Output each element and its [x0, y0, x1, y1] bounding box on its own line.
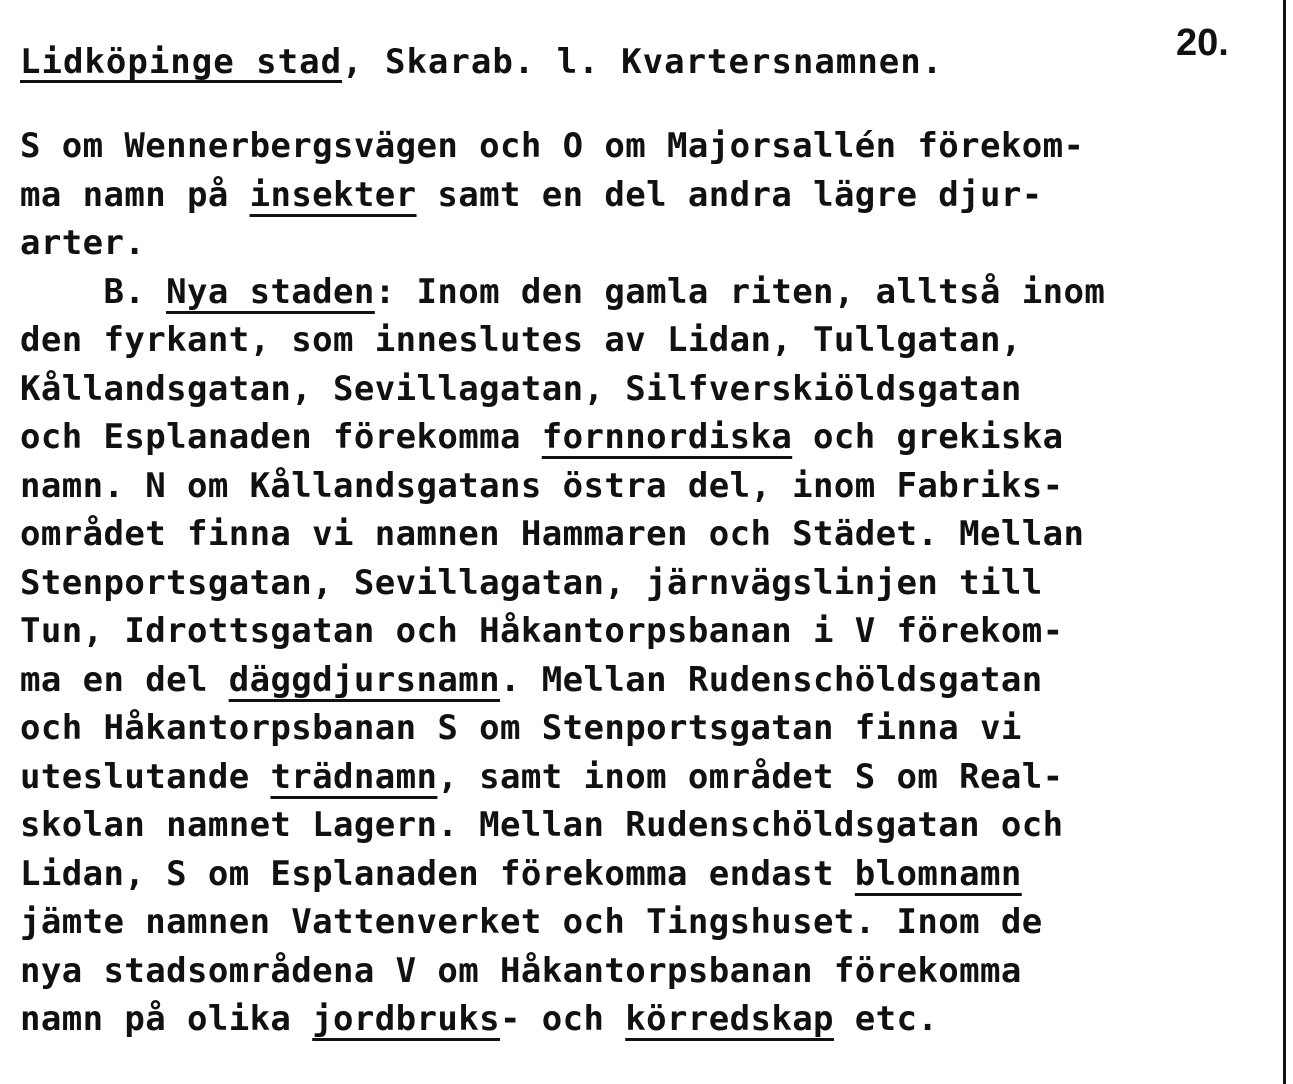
line-text: B. [20, 271, 167, 312]
line-text: den fyrkant, som inneslutes av Lidan, Tullgatan, [20, 320, 1022, 360]
line-text: och grekiska [792, 417, 1064, 457]
underlined-term: fornnordiska [541, 417, 793, 457]
text-line [20, 122, 1280, 171]
text-line [20, 801, 1280, 850]
page-header [20, 42, 1200, 92]
text-line [20, 462, 1280, 511]
line-text: , samt inom området S om Real- [437, 756, 1064, 797]
line-text: skolan namnet Lagern. Mellan Rudenschöldsgatan och [20, 805, 1064, 845]
text-line [20, 995, 1280, 1044]
page-number: 20. [1176, 22, 1229, 64]
line-text: etc. [833, 999, 939, 1039]
text-line [20, 316, 1280, 365]
header-title: , Skarab. l. Kvartersnamnen. [342, 42, 944, 82]
underlined-term: Nya staden [166, 271, 375, 312]
text-line [20, 559, 1280, 608]
line-text: uteslutande [20, 756, 271, 797]
text-line [20, 607, 1280, 656]
line-text: samt en del andra lägre djur- [416, 174, 1043, 215]
line-text: ma namn på [20, 174, 250, 215]
line-text: Kållandsgatan, Sevillagatan, Silfverskiöldsgatan [20, 368, 1022, 409]
line-text: och Esplanaden förekomma [20, 417, 542, 457]
page-edge-rule [1283, 0, 1286, 1084]
text-line [20, 510, 1280, 559]
line-text: Lidan, S om Esplanaden förekomma endast [20, 853, 855, 894]
text-line [20, 947, 1280, 996]
text-line [20, 898, 1280, 947]
text-line [20, 219, 1280, 268]
underlined-term: jordbruks [312, 999, 501, 1039]
line-text: namn på olika [20, 999, 313, 1039]
line-text: namn. N om Kållandsgatans östra del, inom Fabriks- [20, 465, 1064, 506]
line-text: - och [500, 999, 626, 1039]
underlined-term: däggdjursnamn [228, 659, 501, 700]
line-text: jämte namnen Vattenverket och Tingshuset. Inom de [20, 902, 1043, 942]
line-text: området finna vi namnen Hammaren och Städet. Mellan [20, 514, 1085, 554]
line-text: och Håkantorpsbanan S om Stenportsgatan finna vi [20, 708, 1022, 748]
line-text: : Inom den gamla riten, alltså inom [374, 271, 1106, 312]
text-line [20, 753, 1280, 802]
line-text: ma en del [20, 659, 229, 700]
text-line [20, 413, 1280, 462]
line-text: nya stadsområdena V om Håkantorpsbanan förekomma [20, 950, 1022, 991]
text-line [20, 850, 1280, 899]
header-place: Lidköpinge stad [20, 42, 343, 82]
text-line [20, 656, 1280, 705]
underlined-term: trädnamn [270, 756, 438, 797]
line-text: Tun, Idrottsgatan och Håkantorpsbanan i V förekom- [20, 611, 1064, 651]
text-line [20, 268, 1280, 317]
text-line [20, 365, 1280, 414]
line-text: . Mellan Rudenschöldsgatan [500, 659, 1043, 700]
line-text: Stenportsgatan, Sevillagatan, järnvägslinjen till [20, 562, 1043, 603]
text-line [20, 704, 1280, 753]
body-text [20, 122, 1280, 1044]
line-text: arter. [20, 223, 146, 263]
line-text: S om Wennerbergsvägen och O om Majorsallén förekom- [20, 126, 1085, 166]
underlined-term: blomnamn [854, 853, 1022, 894]
underlined-term: insekter [249, 174, 417, 215]
text-line [20, 171, 1280, 220]
underlined-term: körredskap [625, 999, 834, 1039]
